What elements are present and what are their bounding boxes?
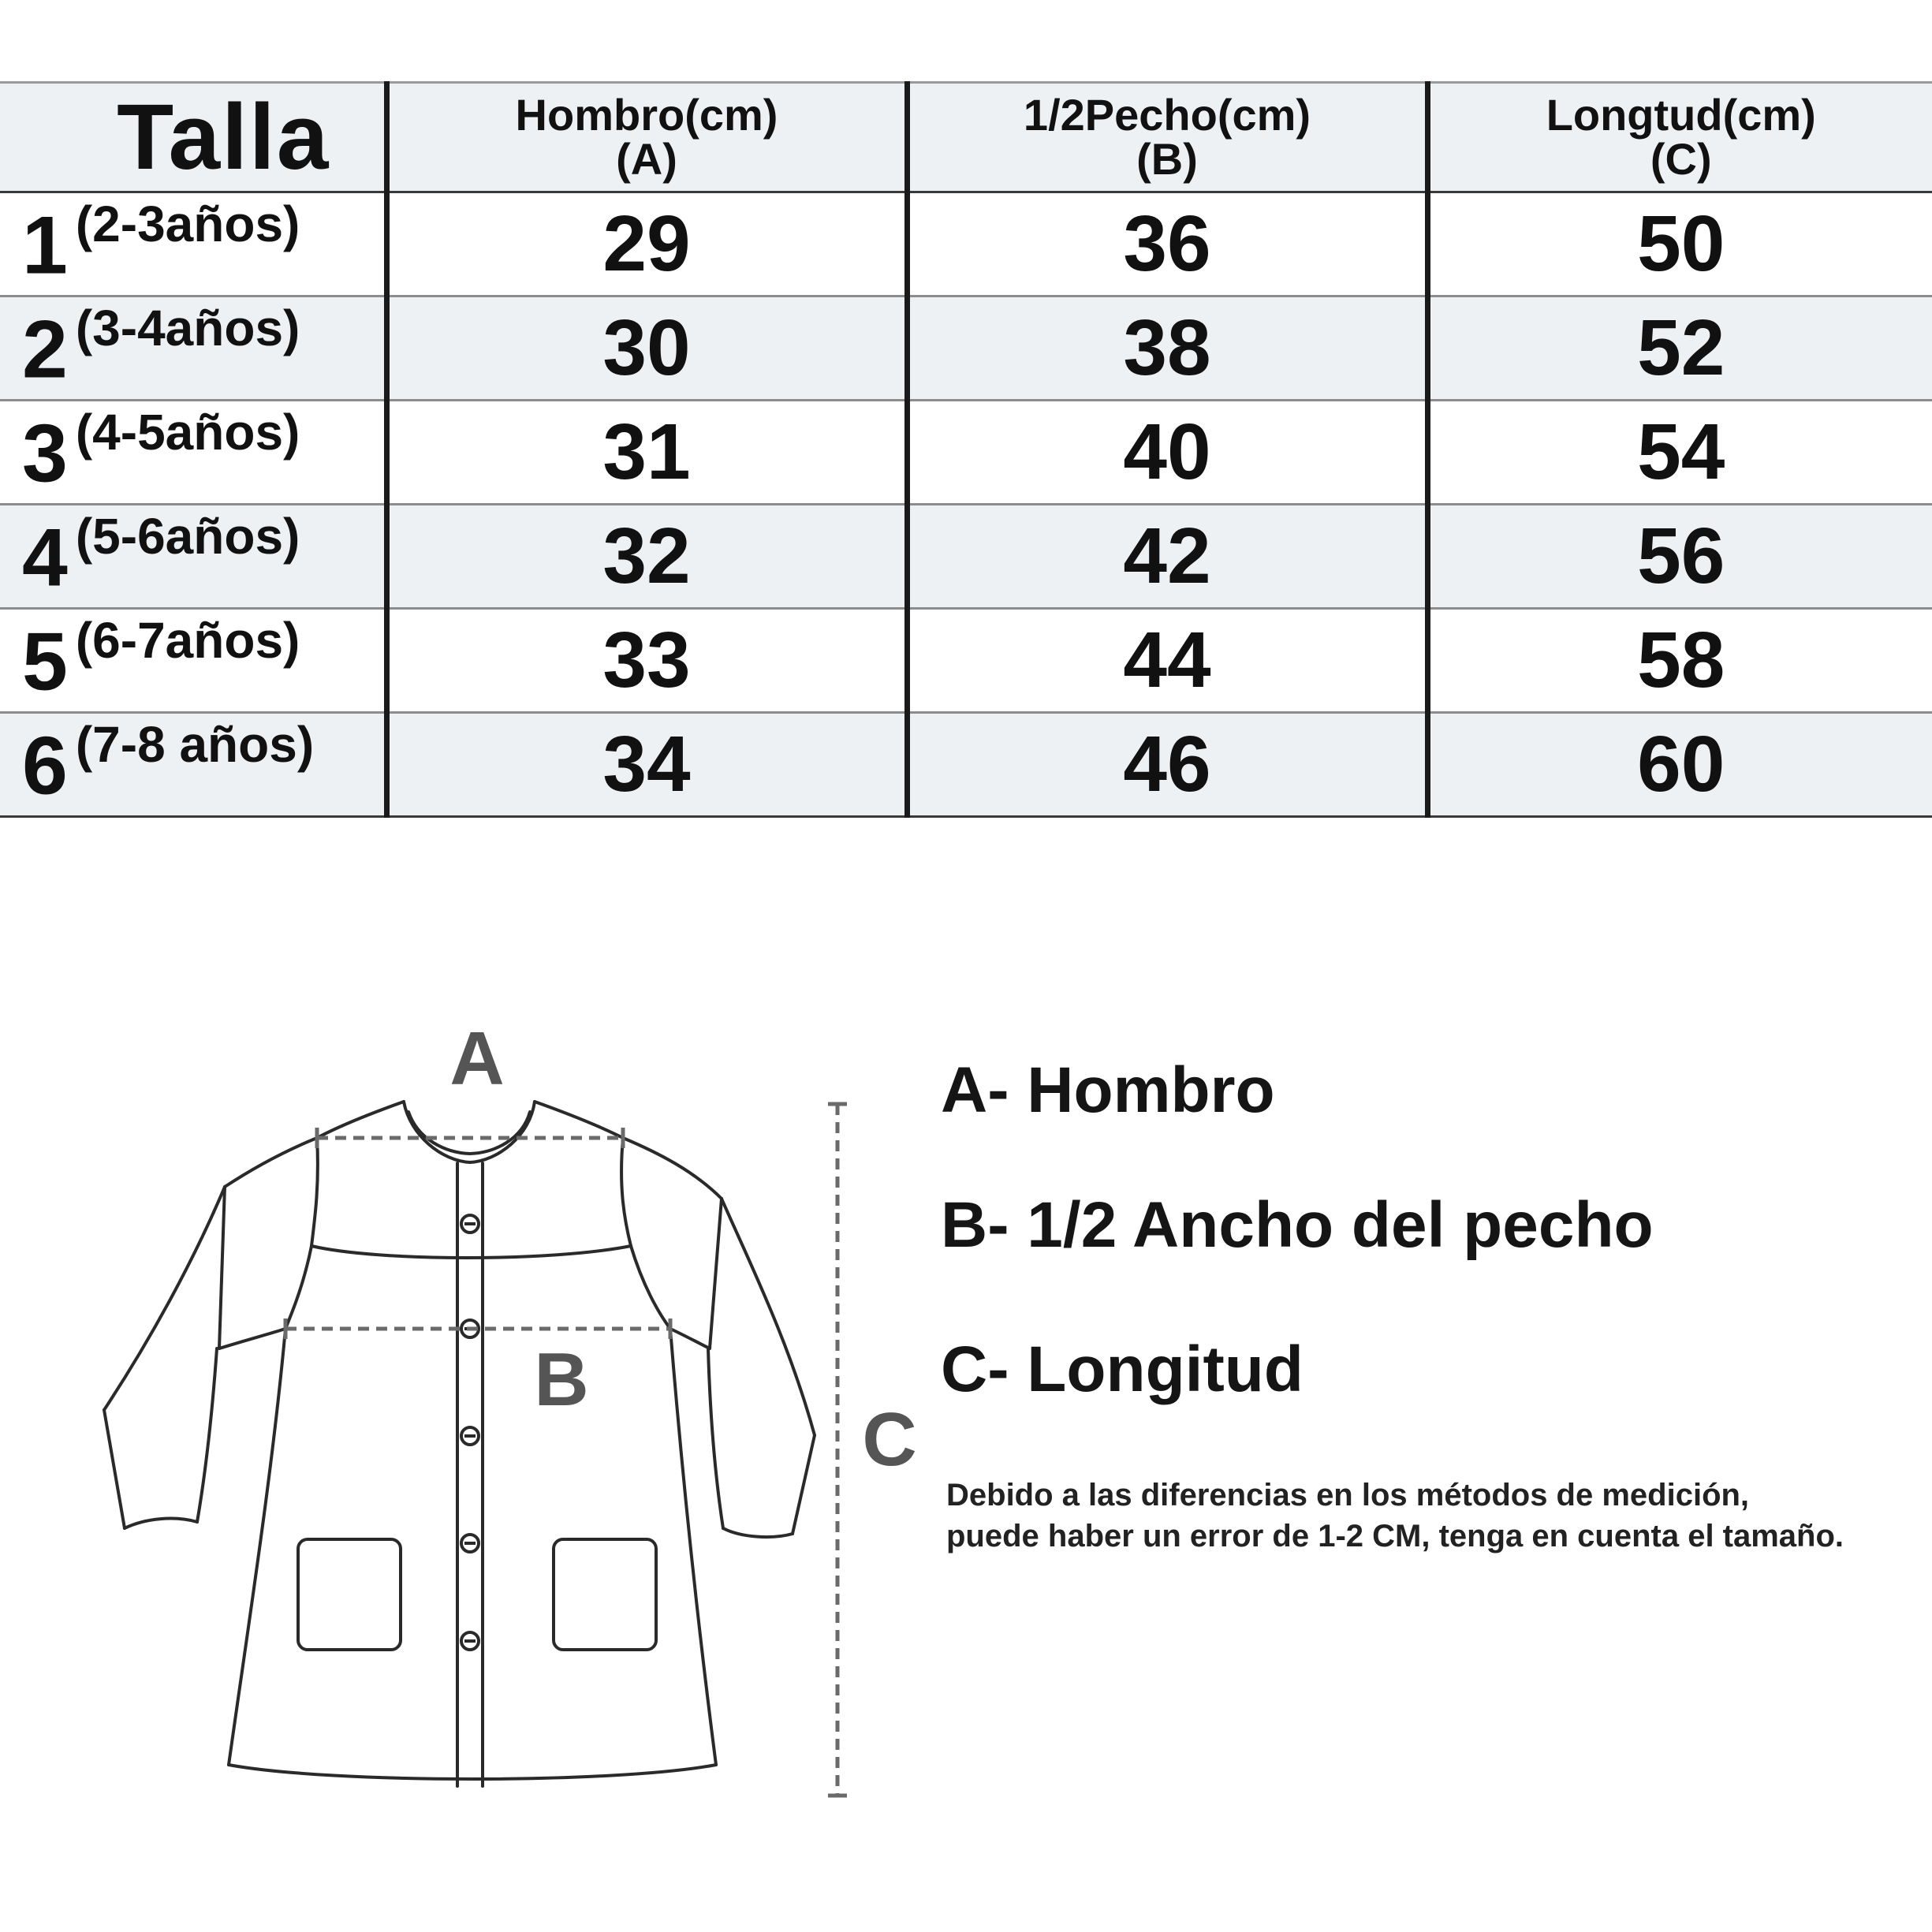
- measurement-note: [946, 1475, 1844, 1557]
- size-cell: [0, 401, 386, 505]
- size-cell: [0, 192, 386, 297]
- size-table: [0, 81, 1932, 818]
- size-age: (6-7años): [75, 612, 300, 669]
- pecho-value: 38: [907, 297, 1427, 401]
- hombro-value: 33: [386, 609, 907, 713]
- longitud-value: 56: [1427, 505, 1932, 609]
- column-header-letter: (C): [1650, 134, 1712, 184]
- size-age: (2-3años): [75, 196, 300, 253]
- measure-ticks: [285, 1104, 847, 1796]
- size-cell: [0, 297, 386, 401]
- size-cell: [0, 505, 386, 609]
- table-row: [0, 505, 1932, 609]
- legend-pecho: B- 1/2 Ancho del pecho: [941, 1189, 1654, 1261]
- table-row: [0, 609, 1932, 713]
- column-header-label: 1/2Pecho(cm): [1023, 90, 1311, 140]
- size-age: (5-6años): [75, 508, 300, 565]
- button-icon: [461, 1427, 479, 1445]
- pecho-value: 46: [907, 713, 1427, 817]
- column-header-letter: (B): [1136, 134, 1198, 184]
- column-header-label: Longtud(cm): [1546, 90, 1816, 140]
- buttons: [461, 1215, 479, 1650]
- size-cell: [0, 609, 386, 713]
- column-header-pecho: [907, 83, 1427, 192]
- size-number: 2: [22, 304, 68, 396]
- button-icon: [461, 1535, 479, 1552]
- size-age: (7-8 años): [75, 716, 315, 774]
- hombro-value: 32: [386, 505, 907, 609]
- size-age: (3-4años): [75, 300, 300, 357]
- column-header-hombro: [386, 83, 907, 192]
- longitud-value: 54: [1427, 401, 1932, 505]
- column-header-label: Hombro(cm): [515, 90, 778, 140]
- column-header-letter: (A): [616, 134, 677, 184]
- legend-hombro: A- Hombro: [941, 1054, 1275, 1126]
- table-row: [0, 401, 1932, 505]
- diagram-label-a: A: [449, 1016, 505, 1101]
- longitud-value: 52: [1427, 297, 1932, 401]
- hombro-value: 31: [386, 401, 907, 505]
- diagram-label-b: B: [534, 1337, 589, 1422]
- pecho-value: 36: [907, 192, 1427, 297]
- pecho-value: 44: [907, 609, 1427, 713]
- pecho-value: 40: [907, 401, 1427, 505]
- hombro-value: 34: [386, 713, 907, 817]
- table-row: [0, 297, 1932, 401]
- column-header-longitud: [1427, 83, 1932, 192]
- longitud-value: 50: [1427, 192, 1932, 297]
- size-number: 4: [22, 512, 68, 604]
- note-line: puede haber un error de 1-2 CM, tenga en cuenta el tamaño.: [946, 1519, 1844, 1553]
- pecho-value: 42: [907, 505, 1427, 609]
- smock-outline: [104, 1102, 815, 1786]
- note-line: Debido a las diferencias en los métodos de medición,: [946, 1478, 1750, 1512]
- size-cell: [0, 713, 386, 817]
- longitud-value: 60: [1427, 713, 1932, 817]
- hombro-value: 29: [386, 192, 907, 297]
- garment-diagram: [79, 1009, 954, 1814]
- size-number: 3: [22, 408, 68, 500]
- hombro-value: 30: [386, 297, 907, 401]
- diagram-label-c: C: [862, 1397, 917, 1482]
- table-row: [0, 192, 1932, 297]
- table-header-row: [0, 83, 1932, 192]
- size-number: 1: [22, 200, 68, 292]
- size-number: 6: [22, 720, 68, 812]
- talla-header: Talla: [0, 83, 386, 192]
- size-number: 5: [22, 616, 68, 708]
- legend-longitud: C- Longitud: [941, 1333, 1304, 1405]
- measure-lines: [285, 1104, 837, 1796]
- button-icon: [461, 1215, 479, 1233]
- longitud-value: 58: [1427, 609, 1932, 713]
- button-icon: [461, 1632, 479, 1650]
- table-row: [0, 713, 1932, 817]
- size-age: (4-5años): [75, 404, 300, 461]
